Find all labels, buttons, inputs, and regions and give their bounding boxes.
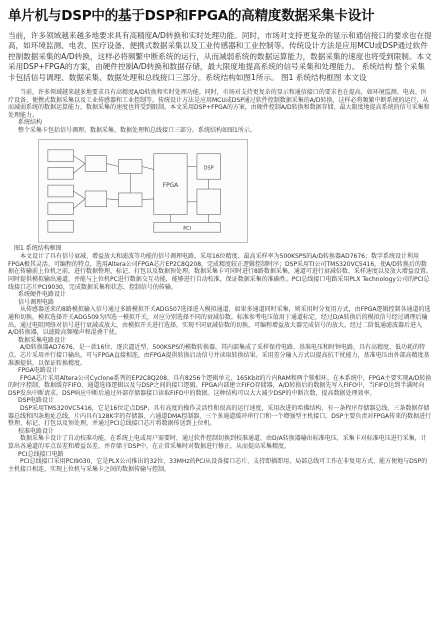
section-heading-fpga: FPGA电路设计 — [18, 367, 58, 375]
body-paragraph-acquisition: A/D转换器AD7676，是一款16位、逐次逼近型、500KSPS的模数转换器，其内部集成了采样保持电路、基准电压和时钟电路，具有高精度、低功耗的特点。芯片采用并行接口输出，可与FPGA直接相连，由FPGA提供转换启动信号并读取转换结果。采用差分输入方式以提高抗干扰能力，基准电压由外部高精度基准源提供，以保证转换精度。 — [8, 344, 430, 367]
body-paragraph-intro: 当前，许多领域越来越多地要求具有高精度A/D转换和实时处理功能。同时，市场对支持更复杂的显示和通信接口的要求也在提高，如环境监测、电表、医疗设备、便携式数据采集以及工业传感器和工业控制等。传统设计方法是应用MCU或DSP通过软件控制数据采集的A/D转换，这样必将频繁中断系统的运行，从而减弱系统的数据运算能力，数据采集的速度也将受到限制。本文采用DSP+FPGA的方案，由硬件控制A/D转换和数据存储，最大限度地提高系统的信号采集和处理能力。 — [8, 89, 430, 119]
section-heading-structure: 系统结构 — [18, 119, 43, 127]
body-paragraph-design: 本文设计了具有信号衰减、增益放大和滤波等功能的信号调理电路，采用16位精度、最高采样率为500KSPS的A/D转换器AD7676；数字系统设计利用FPGA极其灵活、可编程的特点，选用Altera公司FPGA芯片EP2C8Q208，完成精度较正逻辑控制时序；DSP采用TI公司TMS320VC5416，使A/D转换后的数据在传输前上位机之前，进行数据整理、标记、打包以及数据预处理。数据采集卡可同时进行8路数据采集，通道可进行衰减倍数、采样速度以及放大增益设置。同时提供模拟输出通道，并能与上位机PC进行数据交互功能，能够进行自动校准，保证数据采集的准确性。PCI总线接口电路采用PLX Technology公司的PCI总线接口芯片PCI9030，完成数据采集和状态、控制信号的传输。 — [8, 253, 432, 291]
section-heading-conditioning: 信号调理电路 — [18, 298, 55, 306]
block-diagram — [39, 140, 247, 242]
body-paragraph-fpga: FPGA芯片采用Altera公司Cyclone系列的EP2C8Q208，具有8256个逻辑单元、165Kbit的片内RAM和两个锁相环。在本系统中，FPGA主要实现A/D转换的时序控制、数据缓存FIFO、通道选择逻辑以及与DSP之间的接口逻辑。FPGA内部建立FIFO存储器，A/D转换后的数据先写入FIFO中，当FIFO达到半满时向DSP发出中断请求，DSP响应中断后通过外部存储器接口读取FIFO中的数据。这种结构可以大大减少DSP的中断次数，提高数据处理效率。 — [8, 374, 432, 397]
figure-caption: 图1 系统结构框图 — [14, 244, 62, 252]
article-abstract: 当前，许多领域越来越多地要求具有高精度A/D转换和实时处理功能。同时，市场对支持更复杂的显示和通信接口的要求也在提高，如环境监测、电表、医疗设备、便携式数据采集以及工业传感器和工业控制等。传统设计方法是应用MCU或DSP通过软件控制数据采集的A/D转换，这样必将频繁中断系统的运行，从而减弱系统的数据运算能力，数据采集的速度也将受到限制。本文采用DSP+FPGA的方案，由硬件控制A/D转换和数据存储，最大限度地提高系统的信号采集和处理能力。 系统结构 整个采集卡包括信号调理、数据采集、数据处理和总线接口三部分。系统结构如图1所示。 图1 系统结构框图 本文设 — [8, 31, 432, 82]
dsp-label: DSP — [203, 165, 214, 172]
section-heading-hardware: 系统硬件电路设计 — [18, 291, 67, 299]
section-heading-acquisition: 数据采集电路设计 — [18, 336, 67, 344]
fpga-label: FPGA — [162, 182, 179, 189]
body-paragraph-calibration: 数据采集卡设计了自动校准功能，在系统上电或用户需要时，通过软件控制切换到校准通道，由D/A转换器输出标准电压，采集卡对标准电压进行采集，计算出各通道的零点误差和增益误差，并存储于DSP中，在正常采集时对数据进行修正，从而提高采集精度。 — [8, 435, 427, 451]
section-heading-calibration: 校准电路设计 — [18, 427, 55, 435]
structure-description: 整个采集卡包括信号调理、数据采集、数据处理和总线接口三部分。系统结构如图1所示。 — [18, 127, 256, 134]
section-heading-dsp: DSP电路设计 — [18, 397, 55, 405]
section-heading-pci: PCI总线接口电路 — [18, 450, 64, 458]
pci-label: PCI — [183, 225, 192, 232]
system-structure-figure — [38, 139, 248, 243]
body-paragraph-pci: PCI总线接口采用PCI9030，它是PLX公司推出的32位、33MHz的PCI从设备接口芯片，支持即插即用，局部总线可工作在非复用方式，能方便地与DSP的主机接口相连，实现上位机与采集卡之间的数据传输与控制。 — [8, 458, 428, 473]
body-paragraph-dsp: DSP采用TMS320VC5416，它是16位定点DSP，具有高度的操作灵活性和很高的运行速度，采用改进的哈佛结构，有一条程序存储器总线、三条数据存储器总线和四条地址总线，片内具有128K字的存储器、六通道DMA控制器、三个多通道缓冲串行口和一个增强型主机接口。DSP主要负责对FPGA传来的数据进行整理、标记、打包以及预处理，并通过PCI总线接口芯片将数据传送到上位机。 — [8, 405, 432, 428]
article-title: 单片机与DSP中的基于DSP和FPGA的高精度数据采集卡设计 — [8, 8, 375, 24]
body-paragraph-conditioning: 从传感器送来的8路模拟输入信号通过多路模拟开关ADG507选择进入模拟通道，如果多通道同时采集，则采用时分复用方式，由FPGA逻辑控制各通道的选通和切换。模拟选择开关ADG509为四选一模拟开关，对应分别选择不同的衰减倍数。标准参考电压值用于通道标定，经过D/A转换后的模拟信号经过调理后输出。通过电阻网络对信号进行衰减或放大，由模拟开关进行选择，实现不同衰减倍数的切换，可编程增益放大器完成信号的放大，经过二阶低通滤波器后进入A/D转换器，以滤除高频噪声和混叠干扰。 — [8, 306, 431, 337]
